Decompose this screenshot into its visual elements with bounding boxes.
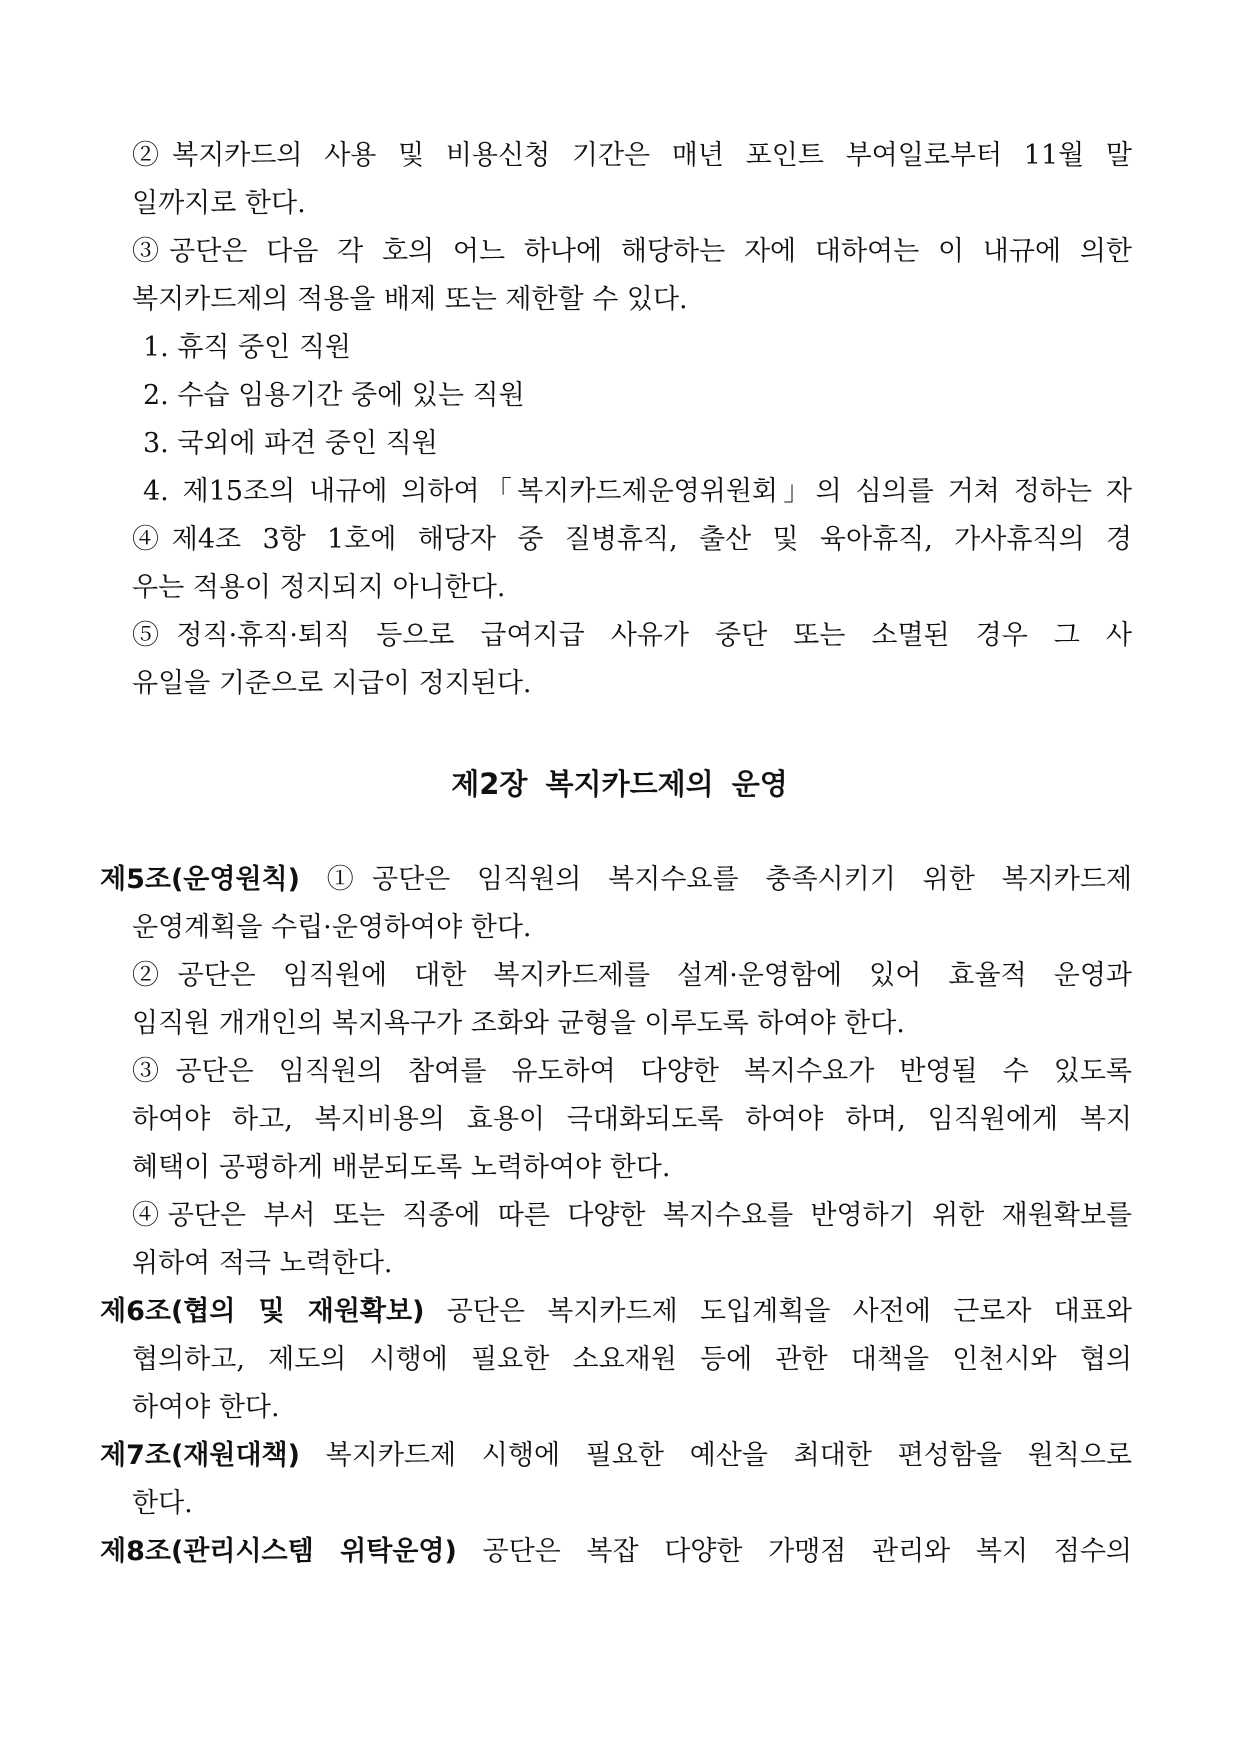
paragraph-line: 임직원 개개인의 복지욕구가 조화와 균형을 이루도록 하여야 한다. — [132, 1008, 905, 1039]
list-item: 3. 국외에 파견 중인 직원 — [143, 428, 438, 459]
paragraph-line: 한다. — [132, 1488, 193, 1519]
paragraph-line: 위하여 적극 노력한다. — [132, 1248, 393, 1279]
paragraph-line: ②공단은 임직원에 대한 복지카드제를 설계·운영함에 있어 효율적 운영과 — [132, 960, 1132, 991]
paragraph-line: ④제4조 3항 1호에 해당자 중 질병휴직, 출산 및 육아휴직, 가사휴직의 경 — [132, 524, 1132, 555]
chapter-title: 제2장 복지카드제의 운영 — [451, 767, 788, 801]
article-text: 공단은 복잡 다양한 가맹점 관리와 복지 점수의 — [456, 1536, 1132, 1567]
list-item: 2. 수습 임용기간 중에 있는 직원 — [143, 380, 525, 411]
paragraph-line: 협의하고, 제도의 시행에 필요한 소요재원 등에 관한 대책을 인천시와 협의 — [132, 1344, 1132, 1375]
article-text: 공단은 복지카드제 도입계획을 사전에 근로자 대표와 — [424, 1296, 1132, 1327]
article-text: ①공단은 임직원의 복지수요를 충족시키기 위한 복지카드제 — [299, 864, 1132, 895]
list-item: 4. 제15조의 내규에 의하여「복지카드제운영위원회」의 심의를 거쳐 정하는 자 — [143, 476, 1132, 507]
paragraph-line: 우는 적용이 정지되지 아니한다. — [132, 572, 506, 603]
article-heading: 제6조(협의 및 재원확보) — [100, 1296, 425, 1327]
paragraph-line: 복지카드제의 적용을 배제 또는 제한할 수 있다. — [132, 284, 688, 315]
paragraph-line: 하여야 하고, 복지비용의 효용이 극대화되도록 하여야 하며, 임직원에게 복지 — [132, 1104, 1132, 1135]
article-5-first-line — [100, 862, 1132, 898]
paragraph-line: 유일을 기준으로 지급이 정지된다. — [132, 668, 532, 699]
article-7-first-line — [100, 1438, 1132, 1474]
article-heading: 제5조(운영원칙) — [100, 864, 300, 895]
paragraph-line: 일까지로 한다. — [132, 188, 306, 219]
paragraph-line: ④공단은 부서 또는 직종에 따른 다양한 복지수요를 반영하기 위한 재원확보를 — [132, 1200, 1132, 1231]
list-item: 1. 휴직 중인 직원 — [143, 332, 352, 363]
paragraph-line: ⑤정직·휴직·퇴직 등으로 급여지급 사유가 중단 또는 소멸된 경우 그 사 — [132, 620, 1132, 651]
article-8-first-line — [100, 1534, 1132, 1570]
paragraph-line: ③공단은 임직원의 참여를 유도하여 다양한 복지수요가 반영될 수 있도록 — [132, 1056, 1132, 1087]
paragraph-line: 혜택이 공평하게 배분되도록 노력하여야 한다. — [132, 1152, 671, 1183]
article-text: 복지카드제 시행에 필요한 예산을 최대한 편성함을 원칙으로 — [299, 1440, 1132, 1471]
article-heading: 제8조(관리시스템 위탁운영) — [100, 1536, 457, 1567]
paragraph-line: ②복지카드의 사용 및 비용신청 기간은 매년 포인트 부여일로부터 11월 말 — [132, 140, 1132, 171]
paragraph-line: 운영계획을 수립·운영하여야 한다. — [132, 912, 532, 943]
paragraph-line: 하여야 한다. — [132, 1392, 280, 1423]
article-6-first-line — [100, 1294, 1132, 1330]
article-heading: 제7조(재원대책) — [100, 1440, 300, 1471]
paragraph-line: ③공단은 다음 각 호의 어느 하나에 해당하는 자에 대하여는 이 내규에 의한 — [132, 236, 1132, 267]
